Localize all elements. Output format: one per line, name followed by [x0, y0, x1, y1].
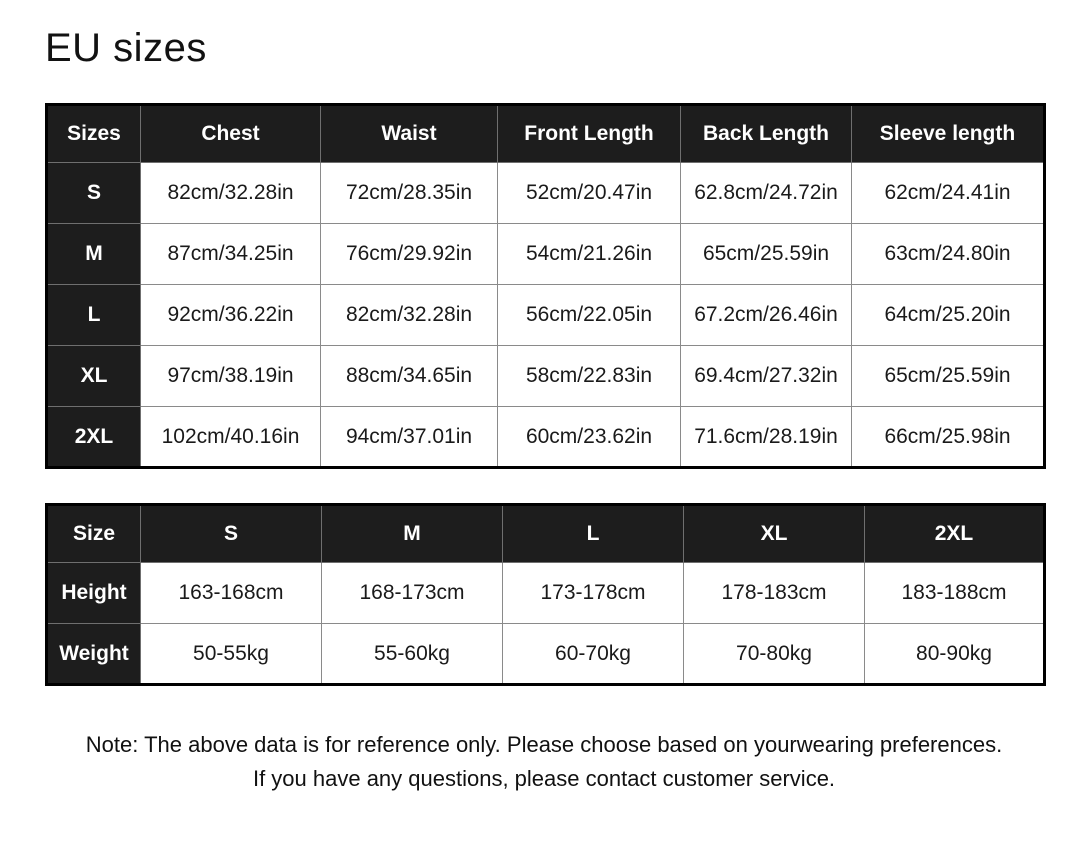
height-cell: 178-183cm	[684, 563, 865, 624]
measurement-cell: 63cm/24.80in	[852, 224, 1045, 285]
note-line-2: If you have any questions, please contact customer service.	[252, 766, 836, 791]
header-cell-back-length: Back Length	[681, 105, 852, 163]
header-cell-front-length: Front Length	[498, 105, 681, 163]
measurement-cell: 65cm/25.59in	[852, 346, 1045, 407]
header-cell-l: L	[503, 505, 684, 563]
weight-cell: 70-80kg	[684, 624, 865, 685]
size-label-cell: 2XL	[47, 407, 141, 468]
measurement-cell: 69.4cm/27.32in	[681, 346, 852, 407]
row-label-weight: Weight	[47, 624, 141, 685]
weight-row	[47, 624, 1045, 685]
row-label-height: Height	[47, 563, 141, 624]
header-cell-sizes: Sizes	[47, 105, 141, 163]
measurement-cell: 65cm/25.59in	[681, 224, 852, 285]
weight-cell: 80-90kg	[865, 624, 1045, 685]
measurement-row-m	[47, 224, 1045, 285]
measurement-cell: 97cm/38.19in	[141, 346, 321, 407]
header-cell-sleeve-length: Sleeve length	[852, 105, 1045, 163]
height-cell: 168-173cm	[322, 563, 503, 624]
size-label-cell: S	[47, 163, 141, 224]
measurement-cell: 102cm/40.16in	[141, 407, 321, 468]
measurement-cell: 76cm/29.92in	[321, 224, 498, 285]
measurement-table	[45, 103, 1046, 469]
measurement-cell: 58cm/22.83in	[498, 346, 681, 407]
measurement-row-2xl	[47, 407, 1045, 468]
measurement-header-row	[47, 105, 1045, 163]
measurement-cell: 82cm/32.28in	[141, 163, 321, 224]
measurement-cell: 88cm/34.65in	[321, 346, 498, 407]
reference-note	[45, 728, 1043, 796]
page-title: EU sizes	[45, 26, 207, 70]
measurement-cell: 82cm/32.28in	[321, 285, 498, 346]
height-cell: 183-188cm	[865, 563, 1045, 624]
body-header-row	[47, 505, 1045, 563]
measurement-cell: 54cm/21.26in	[498, 224, 681, 285]
size-label-cell: M	[47, 224, 141, 285]
measurement-cell: 87cm/34.25in	[141, 224, 321, 285]
measurement-row-s	[47, 163, 1045, 224]
weight-cell: 50-55kg	[141, 624, 322, 685]
note-line-1: Note: The above data is for reference only. Please choose based on yourwearing preferences.	[85, 732, 1003, 757]
measurement-cell: 67.2cm/26.46in	[681, 285, 852, 346]
header-cell-waist: Waist	[321, 105, 498, 163]
measurement-cell: 71.6cm/28.19in	[681, 407, 852, 468]
measurement-row-xl	[47, 346, 1045, 407]
measurement-row-l	[47, 285, 1045, 346]
measurement-cell: 94cm/37.01in	[321, 407, 498, 468]
measurement-cell: 60cm/23.62in	[498, 407, 681, 468]
size-label-cell: XL	[47, 346, 141, 407]
header-cell-m: M	[322, 505, 503, 563]
height-cell: 173-178cm	[503, 563, 684, 624]
header-cell-size: Size	[47, 505, 141, 563]
size-label-cell: L	[47, 285, 141, 346]
measurement-cell: 66cm/25.98in	[852, 407, 1045, 468]
height-row	[47, 563, 1045, 624]
height-cell: 163-168cm	[141, 563, 322, 624]
header-cell-xl: XL	[684, 505, 865, 563]
weight-cell: 60-70kg	[503, 624, 684, 685]
header-cell-chest: Chest	[141, 105, 321, 163]
header-cell-s: S	[141, 505, 322, 563]
measurement-cell: 56cm/22.05in	[498, 285, 681, 346]
measurement-cell: 62.8cm/24.72in	[681, 163, 852, 224]
measurement-cell: 92cm/36.22in	[141, 285, 321, 346]
header-cell-2xl: 2XL	[865, 505, 1045, 563]
measurement-cell: 72cm/28.35in	[321, 163, 498, 224]
body-fit-table	[45, 503, 1046, 686]
measurement-cell: 52cm/20.47in	[498, 163, 681, 224]
measurement-cell: 64cm/25.20in	[852, 285, 1045, 346]
weight-cell: 55-60kg	[322, 624, 503, 685]
measurement-cell: 62cm/24.41in	[852, 163, 1045, 224]
